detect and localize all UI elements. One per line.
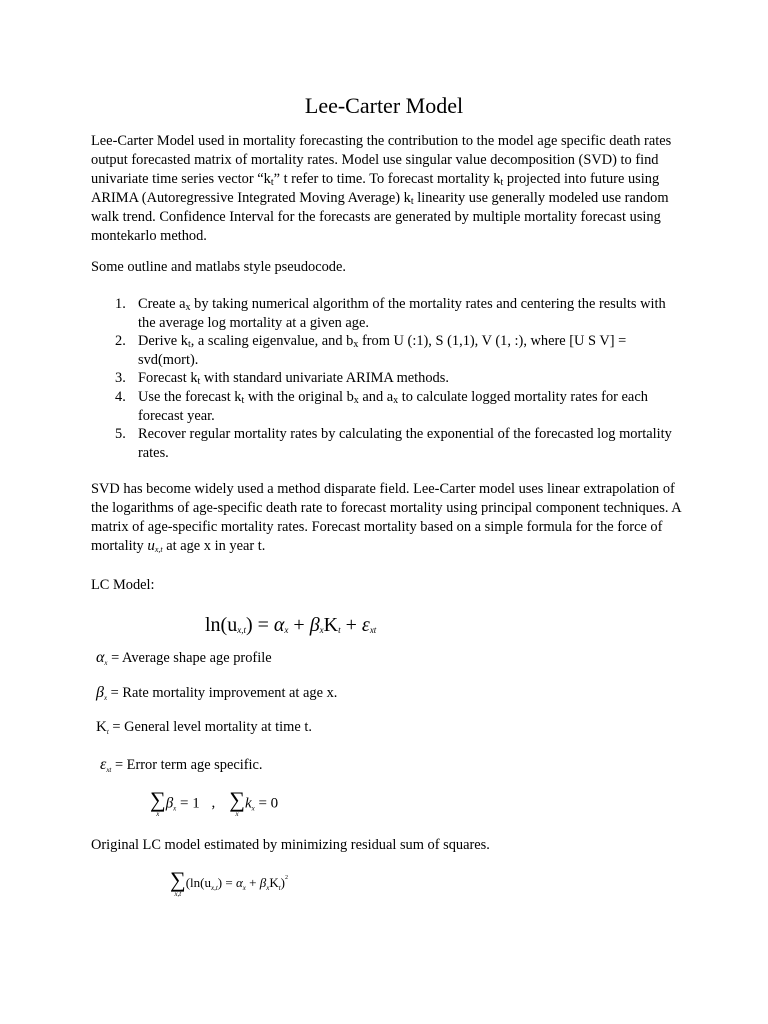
outline-intro: Some outline and matlabs style pseudocode.: [91, 259, 346, 275]
sum-index: x,t: [174, 890, 182, 898]
intro-sub-2: t: [500, 177, 504, 188]
list-item: [91, 295, 681, 332]
constraint-equations: [150, 787, 279, 818]
min-beta-sub: x: [266, 883, 270, 892]
sum-sign: ∑: [229, 787, 245, 812]
min-alpha-sub: x: [242, 883, 246, 892]
force-of-mortality-sub: x,t: [154, 545, 163, 554]
force-of-mortality-symbol: u: [147, 538, 155, 554]
step-number: 3.: [115, 370, 126, 387]
list-item: [91, 369, 681, 388]
def-text: = Rate mortality improvement at age x.: [107, 685, 338, 701]
svd-text-1: SVD has become widely used a method disparate field. Lee-Carter model uses linear extrapolation of the logarithms of age-specific death rate to forecast mortality using principal component techniques. A matrix of age-specific mortality rates. Forecast mortality based on a simple formula for the force of mortality: [91, 481, 681, 554]
step-sub: x: [353, 394, 359, 406]
definition-beta: [96, 683, 337, 708]
lc-equation: [205, 614, 376, 637]
minimization-equation: [170, 867, 289, 898]
constraint-k-sub: x: [251, 804, 255, 813]
eq-beta: β: [309, 614, 320, 636]
eq-beta-sub: x: [319, 625, 324, 635]
list-item: [91, 388, 681, 425]
min-beta: β: [259, 874, 267, 890]
step-text: Derive k: [138, 333, 188, 350]
step-text: by taking numerical algorithm of the mortality rates and centering the results with the average log mortality at a given age.: [138, 296, 666, 331]
step-text: with the original b: [244, 388, 354, 405]
intro-text-4: linearity use generally modeled use random walk trend. Confidence Interval for the forecasts are generated by multiple mortality forecast using montekarlo method.: [91, 190, 669, 244]
step-text: and a: [358, 388, 394, 405]
step-text: with standard univariate ARIMA methods.: [200, 370, 449, 387]
def-text: = Error term age specific.: [111, 757, 263, 773]
def-symbol: ε: [100, 756, 107, 773]
lc-model-label: LC Model:: [91, 577, 155, 593]
min-lhs-sub: x,t: [210, 883, 218, 892]
def-symbol: K: [96, 719, 107, 735]
svd-text-2: at age x in year t.: [162, 538, 266, 554]
page-title: Lee-Carter Model: [304, 93, 464, 118]
list-item: [91, 425, 681, 462]
step-text: , a scaling eigenvalue, and b: [190, 333, 354, 350]
sum-index: x: [235, 810, 239, 818]
def-sub: x: [104, 659, 108, 667]
sum-symbol: [170, 867, 186, 898]
list-item: [91, 332, 681, 369]
constraint-separator: ,: [207, 795, 216, 812]
min-k-sub: t: [278, 883, 281, 892]
definition-alpha: [96, 648, 272, 673]
sum-index: x: [156, 810, 160, 818]
def-sub: t: [106, 728, 109, 736]
eq-epsilon-sub: xt: [369, 625, 377, 635]
intro-text-1: Lee-Carter Model used in mortality forecasting the contribution to the model age specific death rates output forecasted matrix of mortality rates. Model use singular value decomposition (SVD) to find univariate time series vector “k: [91, 133, 672, 187]
step-sub: t: [241, 394, 245, 406]
intro-sub-3: t: [410, 196, 414, 207]
eq-lhs-sub: x,t: [237, 625, 246, 635]
min-alpha: α: [235, 874, 243, 890]
eq-plus: +: [340, 614, 362, 636]
definition-k: [96, 718, 312, 742]
step-text: Recover regular mortality rates by calculating the exponential of the forecasted log mortality rates.: [138, 426, 672, 461]
step-number: 1.: [115, 296, 126, 312]
definition-epsilon: [96, 755, 263, 780]
def-sub: xt: [106, 766, 112, 774]
sum-sign: ∑: [150, 787, 166, 812]
step-number: 2.: [115, 333, 126, 350]
eq-plus: +: [288, 614, 310, 636]
def-sub: x: [103, 694, 108, 702]
steps-list: [91, 295, 681, 462]
def-text: = General level mortality at time t.: [108, 719, 312, 735]
sum-sign: ∑: [170, 867, 186, 892]
def-symbol: β: [96, 684, 104, 701]
step-number: 4.: [115, 388, 126, 405]
constraint-beta: β: [165, 795, 174, 812]
step-text: Use the forecast k: [138, 388, 242, 405]
min-k: K: [269, 874, 279, 890]
sum-symbol: [150, 787, 166, 818]
step-text: Create a: [138, 296, 186, 312]
constraint-beta-sub: x: [173, 804, 177, 813]
step-text: from U (:1), S (1,1), V (1, :), where [U S V] = svd(mort).: [138, 333, 627, 368]
step-sub: x: [393, 394, 399, 406]
constraint-k: k: [244, 795, 252, 812]
eq-epsilon: ε: [361, 614, 370, 636]
min-close: ): [280, 874, 286, 890]
sum-symbol: [229, 787, 245, 818]
step-sub: x: [353, 339, 359, 351]
min-lhs: (ln(u: [185, 874, 211, 890]
def-text: = Average shape age profile: [107, 650, 272, 666]
step-text: Forecast k: [138, 370, 198, 387]
min-plus: +: [245, 874, 260, 890]
intro-text-3: projected into future using ARIMA (Autoregressive Integrated Moving Average) k: [91, 171, 660, 206]
eq-lhs: ln(u: [205, 614, 238, 636]
def-symbol: α: [96, 649, 105, 666]
eq-k-sub: t: [338, 625, 341, 635]
eq-alpha: α: [273, 614, 285, 636]
min-square: 2: [285, 874, 289, 881]
intro-sub-1: t: [270, 177, 274, 188]
constraint-2-value: = 0: [254, 795, 279, 812]
intro-text-2: ” t refer to time. To forecast mortality k: [273, 171, 501, 187]
step-text: to calculate logged mortality rates for each forecast year.: [138, 388, 648, 424]
min-equals: ) =: [217, 874, 236, 890]
step-sub: t: [187, 339, 191, 351]
constraint-1-value: = 1: [176, 795, 200, 812]
intro-paragraph: [91, 132, 681, 246]
eq-k: K: [323, 614, 339, 636]
eq-equals: ) =: [245, 614, 274, 636]
step-number: 5.: [115, 426, 126, 443]
minimize-text: Original LC model estimated by minimizing residual sum of squares.: [91, 837, 490, 853]
eq-alpha-sub: x: [284, 625, 289, 635]
svd-paragraph: [91, 480, 681, 556]
step-sub: t: [197, 376, 201, 388]
step-sub: x: [185, 302, 191, 313]
